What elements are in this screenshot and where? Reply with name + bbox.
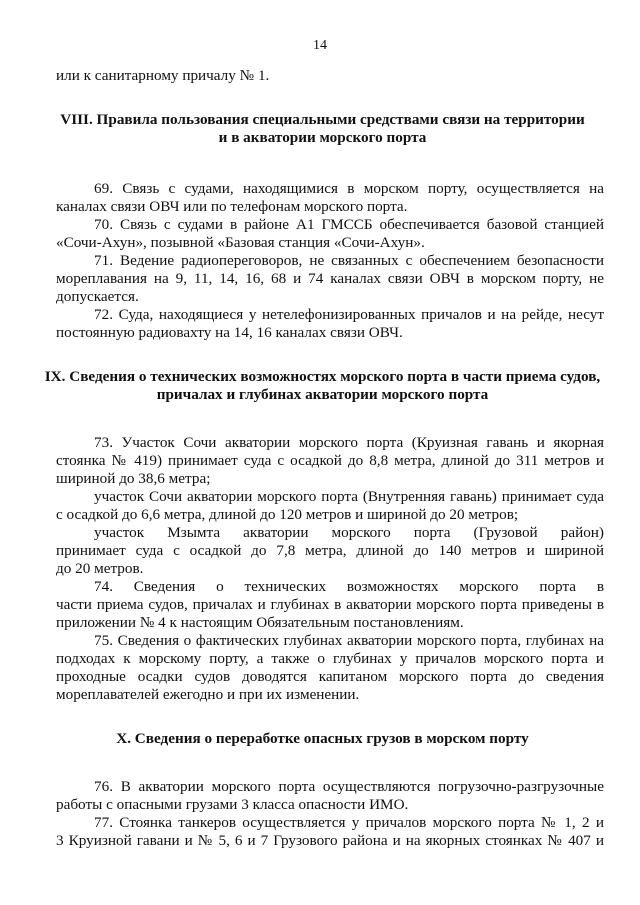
text-line: 74. Сведения о технических возможностях морского порта в — [94, 578, 604, 595]
text-line: или к санитарному причалу № 1. — [56, 67, 270, 84]
text-line: 73. Участок Сочи акватории морского порта (Круизная гавань и якорная — [94, 434, 604, 451]
text-line: допускается. — [56, 288, 139, 305]
text-line: 72. Суда, находящиеся у нетелефонизированных причалов и на рейде, несут — [94, 306, 604, 323]
text-line: постоянную радиовахту на 14, 16 каналах связи ОВЧ. — [56, 324, 403, 341]
section-heading: VIII. Правила пользования специальными средствами связи на территории — [60, 111, 585, 128]
section-heading: причалах и глубинах акватории морского порта — [156, 386, 489, 403]
text-line: мореплавателей ежегодно и при их изменении. — [56, 686, 360, 703]
section-heading: X. Сведения о переработке опасных грузов в морском порту — [116, 730, 529, 747]
text-line: подходах к морскому порту, а также о глубинах у причалов морского порта и — [56, 650, 604, 667]
text-line: 69. Связь с судами, находящимися в морском порту, осуществляется на — [94, 180, 604, 197]
text-line: приложении № 4 к настоящим Обязательным постановлениям. — [56, 614, 464, 631]
text-line: до 20 метров. — [56, 560, 144, 577]
text-line: 70. Связь с судами в районе А1 ГМССБ обеспечивается базовой станцией — [94, 216, 604, 233]
text-line: «Сочи-Ахун», позывной «Базовая станция «Сочи-Ахун». — [56, 234, 425, 251]
text-line: участок Сочи акватории морского порта (Внутренняя гавань) принимает суда — [94, 488, 604, 505]
text-line: работы с опасными грузами 3 класса опасности ИМО. — [56, 796, 409, 813]
text-line: 3 Круизной гавани и № 5, 6 и 7 Грузового района и на якорных стоянках № 407 и — [56, 832, 604, 849]
text-line: каналах связи ОВЧ или по телефонам морского порта. — [56, 198, 408, 215]
text-line: 77. Стоянка танкеров осуществляется у причалов морского порта № 1, 2 и — [94, 814, 604, 831]
text-line: 75. Сведения о фактических глубинах акватории морского порта, глубинах на — [94, 632, 604, 649]
text-line: мореплавания на 9, 11, 14, 16, 68 и 74 каналах связи ОВЧ в морском порту, не — [56, 270, 604, 287]
text-line: стоянка № 419) принимает суда с осадкой до 8,8 метра, длиной до 311 метров и — [56, 452, 604, 469]
section-heading: IX. Сведения о технических возможностях морского порта в части приема судов, — [44, 368, 601, 385]
text-line: проходные осадки судов доводятся капитаном морского порта до сведения — [56, 668, 604, 685]
section-heading: и в акватории морского порта — [218, 129, 427, 146]
text-line: принимает суда с осадкой до 7,8 метра, длиной до 140 метров и шириной — [56, 542, 604, 559]
text-line: с осадкой до 6,6 метра, длиной до 120 метров и шириной до 20 метров; — [56, 506, 519, 523]
text-line: 76. В акватории морского порта осуществляются погрузочно-разгрузочные — [94, 778, 604, 795]
text-line: участок Мзымта акватории морского порта (Грузовой район) — [94, 524, 604, 541]
page-number: 14 — [313, 38, 327, 53]
text-line: части приема судов, причалах и глубинах в акватории морского порта приведены в — [56, 596, 604, 613]
text-line: 71. Ведение радиопереговоров, не связанных с обеспечением безопасности — [94, 252, 604, 269]
text-line: шириной до 38,6 метра; — [56, 470, 211, 487]
